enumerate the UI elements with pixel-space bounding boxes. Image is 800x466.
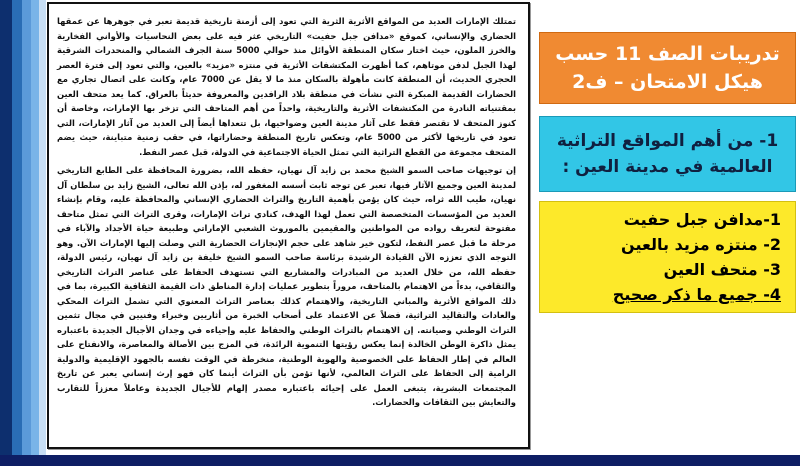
answer-option-4[interactable]: 4- جميع ما ذكر صحيح <box>612 285 781 304</box>
question-box <box>539 116 796 192</box>
stripe <box>22 0 31 466</box>
question-text: 1- من أهم المواقع التراثية العالمية في مدينة العين : <box>556 131 779 177</box>
question-panel <box>531 0 800 466</box>
answer-option-3[interactable]: 3- متحف العين <box>663 260 781 279</box>
reading-passage <box>47 2 530 449</box>
answer-option-1[interactable]: 1-مدافن جبل حفيت <box>623 210 781 229</box>
passage-paragraph-1: تمتلك الإمارات العديد من المواقع الأثرية الثرية التي تعود إلى أزمنة تاريخية قديمة تعبر في جوهرها عن عمقها الحضاري والإنساني، كموقع «مدافن جبل حفيت» التاريخي عثر فيه على بعض النحاسيات والأواني الفخارية والخرز الملون، حيث اختار سكان المنطقة الأوائل منذ حوالي 5000 سنة الجرف الشمالي والمنحدرات الشرقية لهذا الجبل لدفن موتاهم، كما أظهرت المكتشفات الأثرية في منتزه «مزيد» بالعين، والتي تعود إلى فترة العصر الحجري الحديث، أن المنطقة كانت مأهولة بالسكان منذ ما لا يقل عن 7000 عام، وكانت على اتصال تجاري مع الحضارات القديمة المبكرة التي نشأت في منطقة بلاد الرافدين والمعروفة حديثاً بالعراق. كما يعد متحف العين بمقتنياته النادرة من المكتشفات الأثرية والتاريخية، واحداً من أهم المتاحف التي تزخر بها الإمارات، وخاصة أن كنوز المتحف لا تقتصر فقط على آثار مدينة العين وضواحيها، بل تتعداها أيضاً إلى العديد من آثار الإمارات، التي تعود في تاريخها لأكثر من 5000 عام، وتعكس تاريخ المنطقة وحضاراتها، في حقب زمنية متباينة، حيث يضم المتحف مجموعة من القطع التراثية التي تمثل الحياة الاجتماعية في الدولة، قبل عصر النفط. <box>57 16 516 157</box>
decorative-stripes <box>0 0 46 466</box>
stripe <box>31 0 39 466</box>
slide-title: تدريبات الصف 11 حسب هيكل الامتحان – ف2 <box>555 43 780 93</box>
slide-title-box <box>539 32 796 104</box>
bottom-bar <box>0 455 800 466</box>
passage-paragraph-2: إن توجيهات صاحب السمو الشيخ محمد بن زايد آل نهيان، حفظه الله، بضرورة المحافظة على الطابع التاريخي لمدينة العين وجميع الآثار فيها، تعبر عن توجه ثابت أسسه المغفور له، بإذن الله تعالى، الشيخ زايد بن سلطان آل نهيان، طيب الله ثراه، حيث كان يؤمن بأهمية التاريخ والتراث الحضاري الإنساني والمحافظة عليه، وقام بإنشاء العديد من المؤسسات المتخصصة التي تعمل لهذا الهدف، كنادي تراث الإمارات، وقرى التراث التي تمثل متاحف مفتوحة لتعريف رواده من المواطنين والمقيمين بالموروث الشعبي الإماراتي وطبيعة حياة الأجداد والآباء في مرحلة ما قبل عصر النفط، لتكون خير شاهد على حجم الإنجازات الحضارية التي وصلت إليها الإمارات الآن. وهو التوجه الذي تعززه الآن القيادة الرشيدة برئاسة صاحب السمو الشيخ خليفة بن زايد آل نهيان، رئيس الدولة، حفظه الله، من خلال العديد من المبادرات والمشاريع التي تستهدف الحفاظ على عناصر التراث التاريخي والثقافي، بدءاً من الاهتمام بالمتاحف، مروراً بتطوير عمليات إدارة المناطق ذات القيمة الثقافية الكبيرة، بما في ذلك المواقع الأثرية والمباني التاريخية، والاهتمام كذلك بعناصر التراث المعنوي التي تشمل التراث المحكي والعادات والتقاليد التراثية، فضلاً عن الاعتماد على أصحاب الخبرة من أثاريين وخبراء وفنيين في مجال تثمين التراث الوطني وصيانته. إن الاهتمام بالتراث الوطني والحفاظ عليه وإحياءه في وجدان الأجيال الجديدة باعتباره يمثل ذاكرة الوطن الخالدة إنما يعكس رؤيتها التنموية الرائدة، في المزج بين الأصالة والمعاصرة، والانفتاح على العالم في إطار الحفاظ على الخصوصية والهوية الوطنية، منخرطة في الوقت نفسه بالجهود الإقليمية والدولية الرامية إلى الحفاظ على التراث العالمي، لأنها تؤمن بأن التراث أينما كان فهو إرث إنساني يعبر عن تاريخ المجتمعات البشرية، يتبغى العمل على إحيائه باعتباره مصدر إلهام للأجيال الجديدة وعاملاً معززاً للتقارب والتعايش بين الثقافات والحضارات. <box>57 165 516 407</box>
stripe <box>0 0 12 466</box>
answer-option-2[interactable]: 2- منتزه مزيد بالعين <box>621 235 781 254</box>
stripe <box>39 0 46 466</box>
stripe <box>12 0 22 466</box>
answer-options-box <box>539 201 796 313</box>
